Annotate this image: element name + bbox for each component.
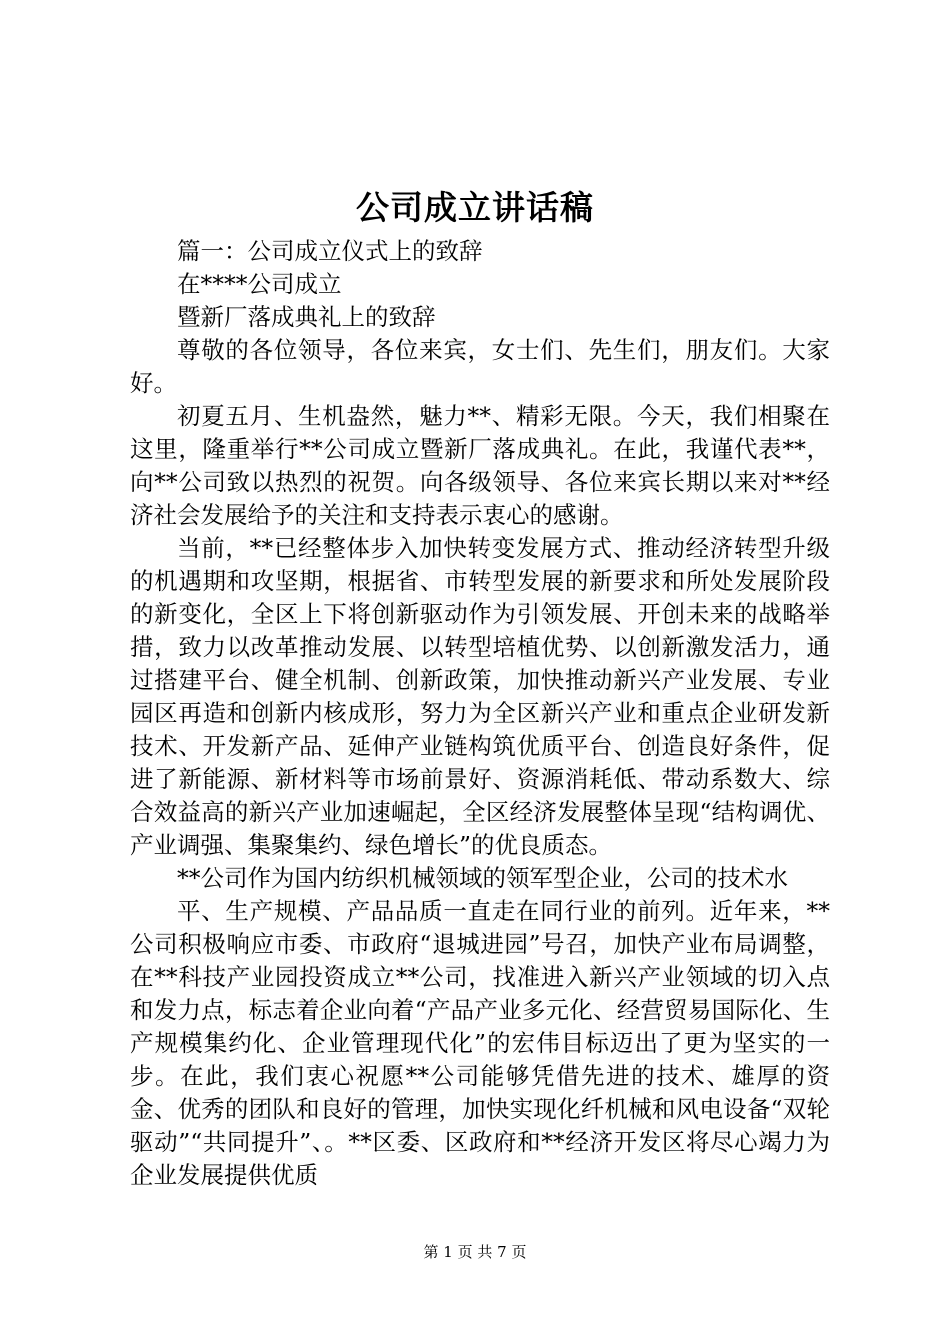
paragraph: 尊敬的各位领导，各位来宾，女士们、先生们，朋友们。大家好。 bbox=[130, 336, 830, 397]
paragraph: 当前，**已经整体步入加快转变发展方式、推动经济转型升级的机遇期和攻坚期，根据省、市转型发展的新要求和所处发展阶段的新变化，全区上下将创新驱动作为引领发展、开创未来的战略举措，致力以改革推动发展、以转型培植优势、以创新激发活力，通过搭建平台、健全机制、创新政策，加快推动新兴产业发展、专业园区再造和创新内核成形，努力为全区新兴产业和重点企业研发新技术、开发新产品、延伸产业链构筑优质平台、创造良好条件，促进了新能源、新材料等市场前景好、资源消耗低、带动系数大、综合效益高的新兴产业加速崛起，全区经济发展整体呈现“结构调优、产业调强、集聚集约、绿色增长”的优良质态。 bbox=[130, 534, 830, 859]
paragraph: 在****公司成立 bbox=[177, 270, 342, 298]
paragraph: **公司作为国内纺织机械领域的领军型企业，公司的技术水 bbox=[177, 864, 788, 892]
document-body bbox=[130, 235, 830, 1192]
paragraph: 平、生产规模、产品品质一直走在同行业的前列。近年来，**公司积极响应市委、市政府“退城进园”号召，加快产业布局调整，在**科技产业园投资成立**公司，找准进入新兴产业领域的切入点和发力点，标志着企业向着“产品产业多元化、经营贸易国际化、生产规模集约化、企业管理现代化”的宏伟目标迈出了更为坚实的一步。在此，我们衷心祝愿**公司能够凭借先进的技术、雄厚的资金、优秀的团队和良好的管理，加快实现化纤机械和风电设备“双轮驱动”“共同提升”、。**区委、区政府和**经济开发区将尽心竭力为企业发展提供优质 bbox=[130, 897, 830, 1189]
paragraph: 初夏五月、生机盎然，魅力**、精彩无限。今天，我们相聚在这里，隆重举行**公司成立暨新厂落成典礼。在此，我谨代表**，向**公司致以热烈的祝贺。向各级领导、各位来宾长期以来对**经济社会发展给予的关注和支持表示衷心的感谢。 bbox=[130, 402, 830, 529]
paragraph: 篇一：公司成立仪式上的致辞 bbox=[177, 237, 483, 265]
paragraph: 暨新厂落成典礼上的致辞 bbox=[177, 303, 436, 331]
page-number-footer: 第 1 页 共 7 页 bbox=[423, 1243, 527, 1261]
document-title: 公司成立讲话稿 bbox=[356, 188, 594, 227]
